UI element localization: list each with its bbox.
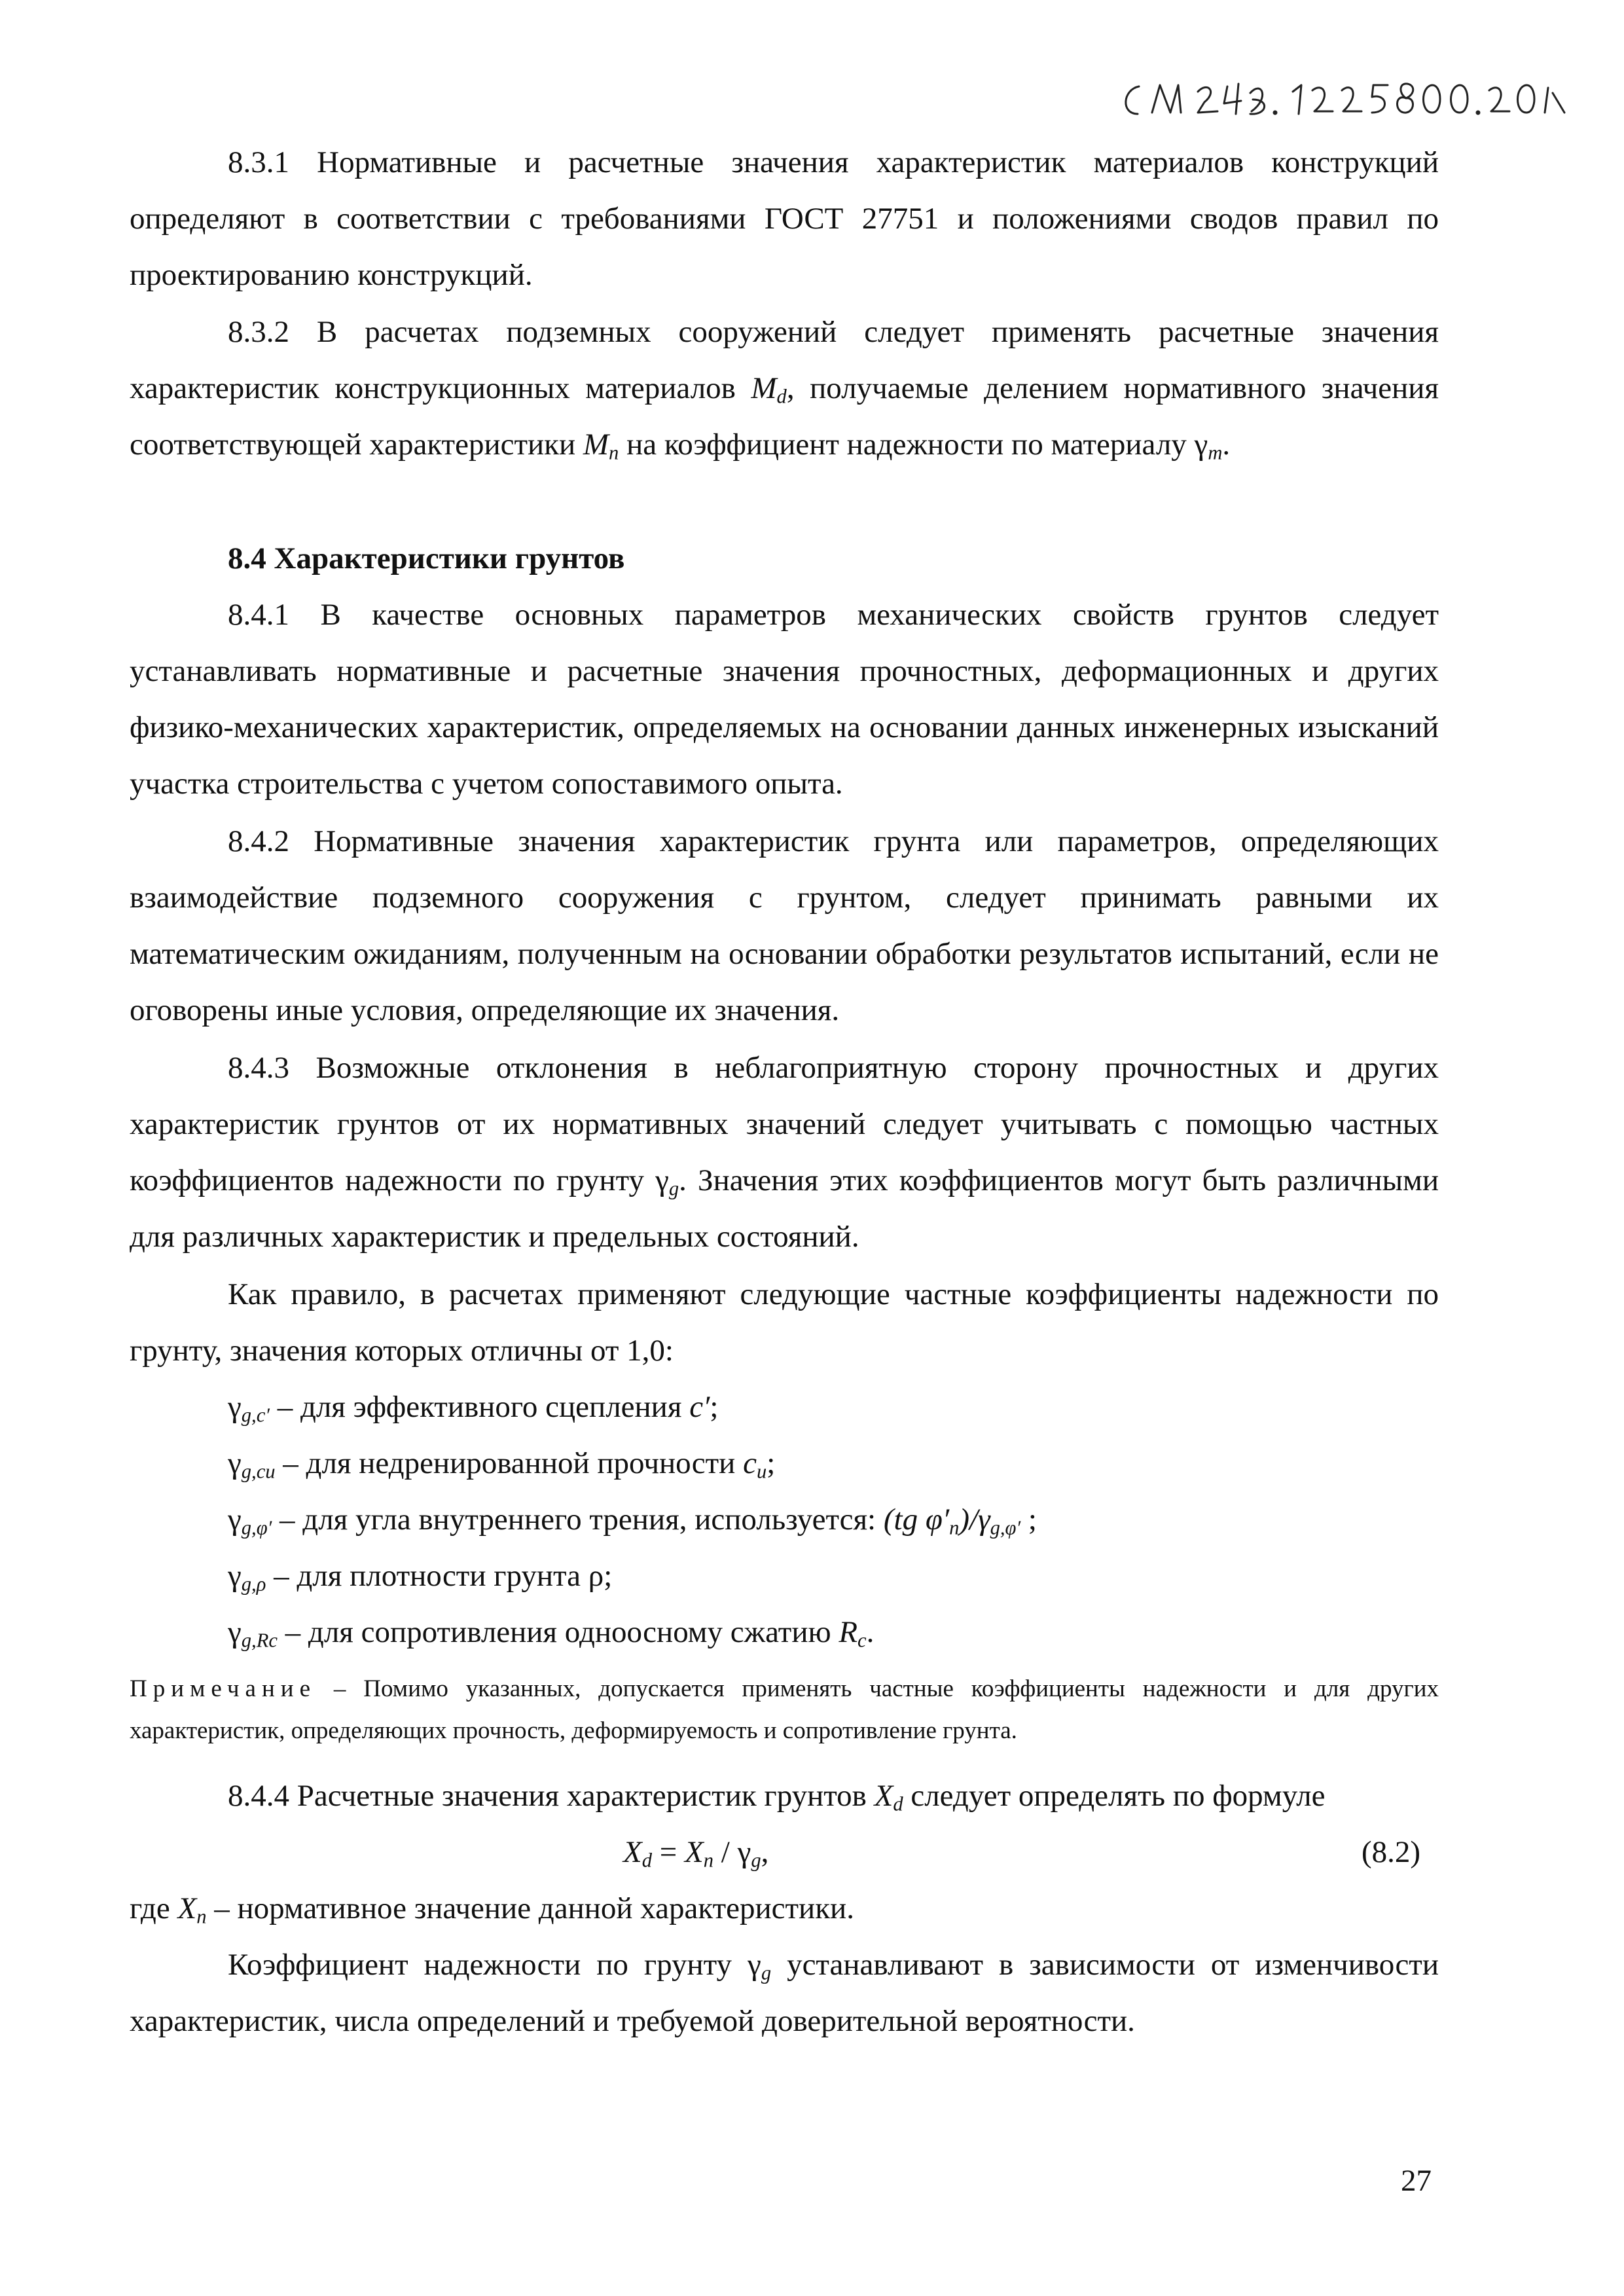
paragraph-8-3-2: 8.3.2 В расчетах подземных сооружений следует применять расчетные значения характеристик конструкционных материалов $M_d$, получаемые делением нормативного значения соответствующей характеристики $M_n$ на коэффициент надежности по материалу $\gamma_m$.	[130, 315, 1439, 464]
paragraph-8-4-2-text: 8.4.2 Нормативные значения характеристик грунта или параметров, определяющих взаимодействие подземного сооружения с грунтом, следует принимать равными их математическим ожиданиям, полученным на основании обработки результатов испытаний, если не оговорены иные условия, определяющие их значения.	[130, 824, 1439, 1027]
paragraph-coefficients-intro: Как правило, в расчетах применяют следующие частные коэффициенты надежности по грунту, значения которых отличны от 1,0:	[130, 1277, 1439, 1368]
symbol-Mn: $M_n$	[583, 428, 619, 464]
list-item-gamma-rho: $\gamma_{g,\rho}$ – для плотности грунта ρ;	[228, 1559, 613, 1595]
symbol-gamma-m: $\gamma_m$	[1194, 428, 1223, 464]
section-heading-8-4: 8.4 Характеристики грунтов	[228, 541, 625, 575]
paragraph-8-4-3: 8.4.3 Возможные отклонения в неблагоприятную сторону прочностных и других характеристик грунтов от их нормативных значений следует учитывать с помощью частных коэффициентов надежности по грунту $\gamma_g$. Значения этих коэффициентов могут быть различными для различных характеристик и предельных состояний.	[130, 1051, 1439, 1254]
paragraph-8-4-4: 8.4.4 Расчетные значения характеристик грунтов $X_d$ следует определять по формуле	[228, 1779, 1326, 1815]
paragraph-where: где $X_n$ – нормативное значение данной характеристики.	[130, 1891, 854, 1928]
note-label: Примечание	[130, 1675, 316, 1702]
note-block	[130, 1668, 1439, 1752]
symbol-Xn: $X_n$	[177, 1891, 207, 1928]
paragraph-8-3-1	[130, 134, 1439, 303]
note-text: – Помимо указанных, допускается применять частные коэффициенты надежности и для других характеристик, определяющих прочность, деформируемость и сопротивление грунта.	[130, 1675, 1439, 1744]
list-item-gamma-phi: $\gamma_{g,\varphi'}$ – для угла внутреннего трения, используется: (tg $\varphi'_n)/\gamma_{g,\varphi'}$ ;	[228, 1503, 1037, 1539]
paragraph-8-4-2	[130, 813, 1439, 1038]
paragraph-8-4-1	[130, 587, 1439, 812]
formula-expression: $X_d = X_n / \gamma_g$,	[623, 1835, 769, 1872]
formula-8-2	[0, 1824, 1624, 1880]
symbol-Md: $M_d$	[751, 371, 787, 408]
formula-number: (8.2)	[1362, 1835, 1421, 1869]
paragraph-reliability-coefficient: Коэффициент надежности по грунту $\gamma_g$ устанавливают в зависимости от изменчивости характеристик, числа определений и требуемой доверительной вероятности.	[130, 1948, 1439, 2038]
page-number: 27	[1401, 2164, 1432, 2198]
paragraph-8-3-2-text: 8.3.2 В расчетах подземных сооружений следует применять расчетные значения характеристик конструкционных материалов	[130, 315, 1439, 405]
handwritten-reference-note	[1113, 73, 1571, 126]
list-item-gamma-rc: $\gamma_{g,Rc}$ – для сопротивления одноосному сжатию $R_c$.	[228, 1615, 875, 1652]
symbol-gamma-g-last: $\gamma_g$	[748, 1948, 772, 1984]
paragraph-8-4-3-text: 8.4.3 Возможные отклонения в неблагоприятную сторону прочностных и других характеристик грунтов от их нормативных значений следует учитывать с помощью частных коэффициентов надежности по грунту	[130, 1051, 1439, 1197]
symbol-gamma-g: $\gamma_g$	[655, 1163, 679, 1200]
list-item-gamma-c: $\gamma_{g,c'}$ – для эффективного сцепления c′;	[228, 1390, 719, 1427]
symbol-Xd: $X_d$	[874, 1779, 903, 1815]
paragraph-8-4-1-text: 8.4.1 В качестве основных параметров механических свойств грунтов следует устанавливать нормативные и расчетные значения прочностных, деформационных и других физико-механических характеристик, определяемых на основании данных инженерных изысканий участка строительства с учетом сопоставимого опыта.	[130, 598, 1439, 801]
paragraph-8-3-1-text: 8.3.1 Нормативные и расчетные значения характеристик материалов конструкций определяют в соответствии с требованиями ГОСТ 27751 и положениями сводов правил по проектированию конструкций.	[130, 145, 1439, 292]
list-item-gamma-cu: $\gamma_{g,cu}$ – для недренированной прочности $c_u$;	[228, 1446, 776, 1483]
